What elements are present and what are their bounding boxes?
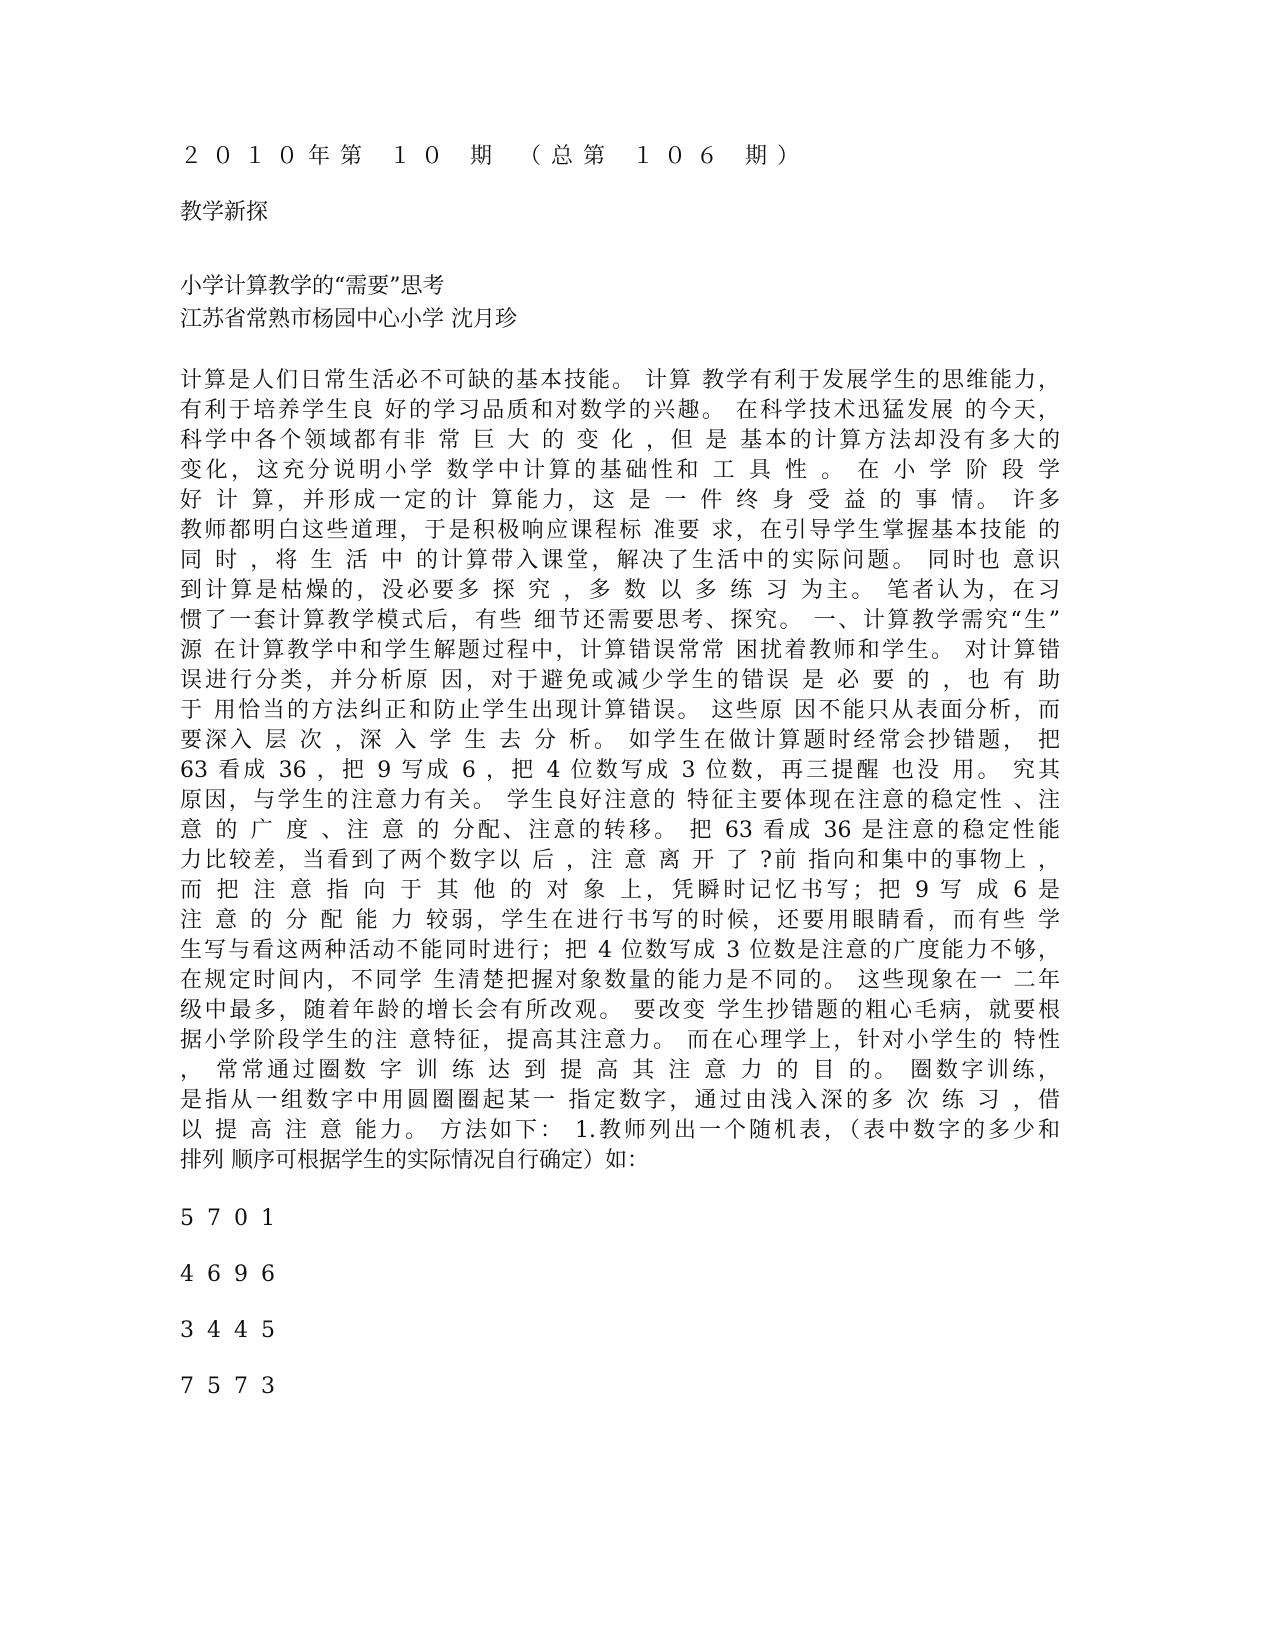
body-line: 误进行分类，并分析原 因，对于避免或减少学生的错误 是 必 要 的 ，也 有 助	[180, 668, 1060, 693]
body-line: 排列 顺序可根据学生的实际情况自行确定）如：	[180, 1148, 649, 1173]
body-line: 教师都明白这些道理，于是积极响应课程标 准要 求，在引导学生掌握基本技能 的	[180, 518, 1060, 543]
body-line: 以 提 高 注 意 能力。 方法如下： 1.教师列出一个随机表，（表中数字的多少和	[180, 1118, 1060, 1143]
body-line: 科学中各个领域都有非 常 巨 大 的 变 化 ，但 是 基本的计算方法却没有多大的	[180, 428, 1060, 453]
document-page	[180, 140, 1060, 1428]
body-line: 计算是人们日常生活必不可缺的基本技能。 计算 教学有利于发展学生的思维能力，	[180, 368, 1060, 393]
number-row: 7 5 7 3	[180, 1374, 278, 1399]
article-title: 小学计算教学的“需要”思考	[180, 274, 445, 299]
body-line: 级中最多，随着年龄的增长会有所改观。 要改变 学生抄错题的粗心毛病，就要根	[180, 998, 1060, 1023]
body-line: 要深入 层 次 ，深 入 学 生 去 分 析。 如学生在做计算题时经常会抄错题， 把	[180, 728, 1060, 753]
body-line: 意 的 广 度 、注 意 的 分配、注意的转移。 把 63 看成 36 是注意的稳定性能	[180, 818, 1060, 843]
body-line: ， 常常通过圈数 字 训 练 达 到 提 高 其 注 意 力 的 目 的。 圈数字训练，	[180, 1058, 1060, 1083]
body-line: 据小学阶段学生的注 意特征，提高其注意力。 而在心理学上，针对小学生的 特性	[180, 1028, 1060, 1053]
body-line: 63 看成 36 ，把 9 写成 6 ，把 4 位数写成 3 位数，再三提醒 也没 用。 究其	[180, 758, 1060, 783]
body-line: 力比较差，当看到了两个数字以 后 ，注 意 离 开 了 ?前 指向和集中的事物上 ，	[180, 848, 1060, 873]
issue-line: ２０１０年第 １０ 期 （总第 １０６ 期）	[180, 144, 809, 169]
body-line: 于 用恰当的方法纠正和防止学生出现计算错误。 这些原 因不能只从表面分析，而	[180, 698, 1060, 723]
body-line: 有利于培养学生良 好的学习品质和对数学的兴趣。 在科学技术迅猛发展 的今天，	[180, 398, 1060, 423]
number-row: 5 7 0 1	[180, 1206, 278, 1231]
number-table	[180, 1204, 1060, 1402]
body-line: 原因，与学生的注意力有关。 学生良好注意的 特征主要体现在注意的稳定性 、注	[180, 788, 1060, 813]
body-line: 变化，这充分说明小学 数学中计算的基础性和 工 具 性 。 在 小 学 阶 段 学	[180, 458, 1060, 483]
body-line: 源 在计算教学中和学生解题过程中，计算错误常常 困扰着教师和学生。 对计算错	[180, 638, 1060, 663]
title-block	[180, 270, 1060, 336]
number-row: 4 6 9 6	[180, 1262, 278, 1287]
body-line: 好 计 算，并形成一定的计 算能力，这 是 一 件 终 身 受 益 的 事 情。 许多	[180, 488, 1060, 513]
section-label: 教学新探	[180, 200, 269, 225]
article-body	[180, 366, 1060, 1176]
body-line: 惯了一套计算教学模式后，有些 细节还需要思考、探究。 一、计算教学需究“生”	[180, 608, 1060, 633]
body-line: 到计算是枯燥的，没必要多 探 究 ，多 数 以 多 练 习 为主。 笔者认为，在习	[180, 578, 1060, 603]
body-line: 而 把 注 意 指 向 于 其 他 的 对 象 上，凭瞬时记忆书写；把 9 写 成 6 是	[180, 878, 1060, 903]
body-line: 生写与看这两种活动不能同时进行；把 4 位数写成 3 位数是注意的广度能力不够，	[180, 938, 1060, 963]
body-line: 注 意 的 分 配 能 力 较弱，学生在进行书写的时候，还要用眼睛看，而有些 学	[180, 908, 1060, 933]
body-line: 同 时 ，将 生 活 中 的计算带入课堂，解决了生活中的实际问题。 同时也 意识	[180, 548, 1060, 573]
body-line: 是指从一组数字中用圆圈圈起某一 指定数字，通过由浅入深的多 次 练 习 ，借	[180, 1088, 1060, 1113]
body-line: 在规定时间内，不同学 生清楚把握对象数量的能力是不同的。 这些现象在一 二年	[180, 968, 1060, 993]
author-line: 江苏省常熟市杨园中心小学 沈月珍	[180, 307, 517, 332]
number-row: 3 4 4 5	[180, 1318, 278, 1343]
